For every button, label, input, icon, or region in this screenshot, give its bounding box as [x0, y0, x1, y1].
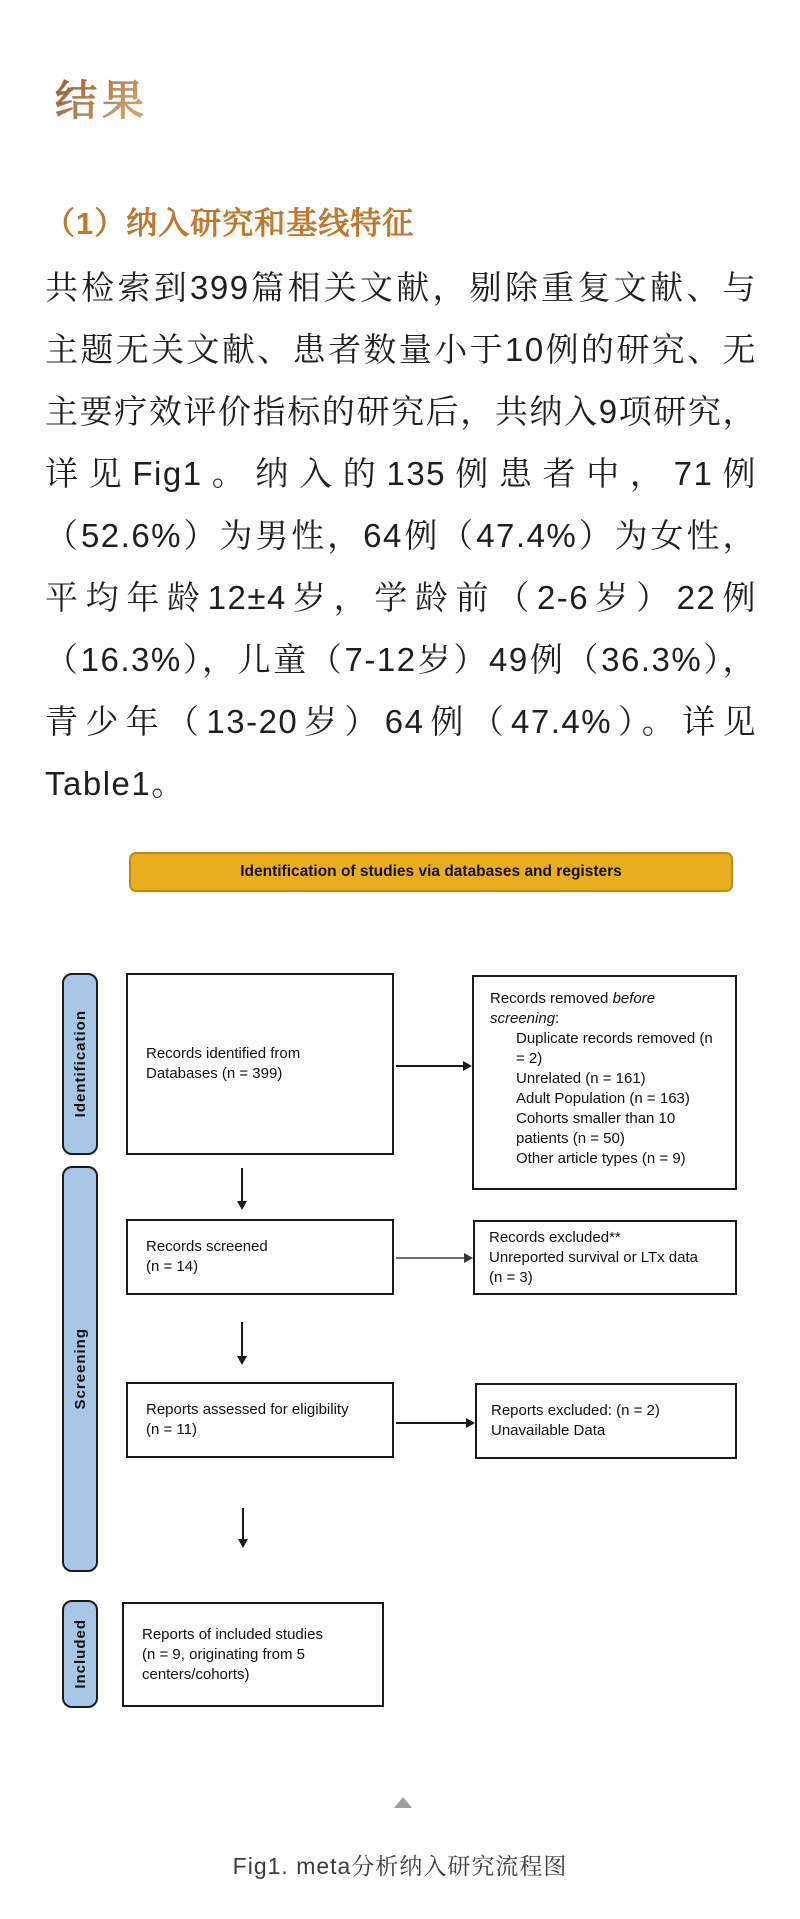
removed-item: Adult Population (n = 163) [516, 1090, 690, 1107]
box-records-removed-title: Records removed before screening: [490, 990, 656, 1027]
box-records-excluded-line1: Records excluded** [489, 1228, 621, 1246]
box-reports-excluded-line2: Unavailable Data [491, 1422, 606, 1439]
arrow-identified-to-removed-icon [396, 1065, 464, 1067]
removed-item: Cohorts smaller than 10 patients (n = 50) [516, 1110, 676, 1147]
box-reports-assessed-line1: Reports assessed for eligibility [146, 1401, 349, 1418]
box-records-removed [472, 975, 737, 1190]
results-paragraph: 共检索到399篇相关文献，剔除重复文献、与主题无关文献、患者数量小于10例的研究、无主要疗效评价指标的研究后，共纳入9项研究，详见Fig1。纳入的135例患者中，71例（52.6%）为男性，64例（47.4%）为女性，平均年龄12±4岁，学龄前（2-6岁）22例（16.3%），儿童（7-12岁）49例（36.3%），青少年（13-20岁）64例（47.4%）。详见Table1。 [45, 269, 757, 802]
box-included-studies-line1: Reports of included studies [142, 1625, 323, 1643]
collapse-arrow-icon[interactable] [394, 1797, 412, 1808]
box-records-excluded [473, 1220, 737, 1295]
box-records-screened-line1: Records screened [146, 1238, 268, 1255]
box-records-screened [126, 1219, 394, 1295]
box-reports-assessed [126, 1382, 394, 1458]
box-included-studies-line2: (n = 9, originating from 5 [142, 1645, 306, 1663]
stage-bar-screening [62, 1166, 98, 1572]
diagram-banner: Identification of studies via databases and registers [129, 852, 733, 892]
box-included-studies-line3: centers/cohorts) [142, 1665, 250, 1683]
figure-caption: Fig1. meta分析纳入研究流程图 [232, 1853, 568, 1879]
box-records-identified-line2: Databases (n = 399) [146, 1065, 283, 1082]
stage-bar-included [62, 1600, 98, 1708]
box-reports-assessed-line2: (n = 11) [146, 1421, 197, 1438]
arrow-screened-to-excluded-icon [396, 1257, 465, 1259]
stage-label-screening: Screening [71, 1328, 89, 1410]
box-records-identified [126, 973, 394, 1155]
box-records-excluded-line3: (n = 3) [489, 1268, 533, 1286]
stage-label-identification: Identification [71, 1010, 89, 1118]
removed-item: Duplicate records removed (n = 2) [516, 1030, 713, 1067]
box-included-studies [122, 1602, 384, 1707]
stage-bar-identification [62, 973, 98, 1155]
box-records-screened-line2: (n = 14) [146, 1258, 199, 1275]
page-title: 结果 [55, 68, 149, 128]
box-records-identified-line1: Records identified from [146, 1045, 301, 1062]
section-heading: （1）纳入研究和基线特征 [44, 205, 415, 241]
arrow-assessed-to-included-icon [242, 1508, 244, 1540]
arrow-identified-to-screened-icon [241, 1168, 243, 1202]
removed-item: Other article types (n = 9) [516, 1150, 686, 1167]
removed-item: Unrelated (n = 161) [516, 1070, 646, 1087]
stage-label-included: Included [71, 1619, 89, 1689]
box-reports-excluded-line1: Reports excluded: (n = 2) [491, 1402, 660, 1419]
box-reports-excluded [475, 1383, 737, 1459]
arrow-screened-to-assessed-icon [241, 1322, 243, 1357]
arrow-assessed-to-excluded-icon [396, 1422, 467, 1424]
box-records-excluded-line2: Unreported survival or LTx data [489, 1248, 698, 1266]
